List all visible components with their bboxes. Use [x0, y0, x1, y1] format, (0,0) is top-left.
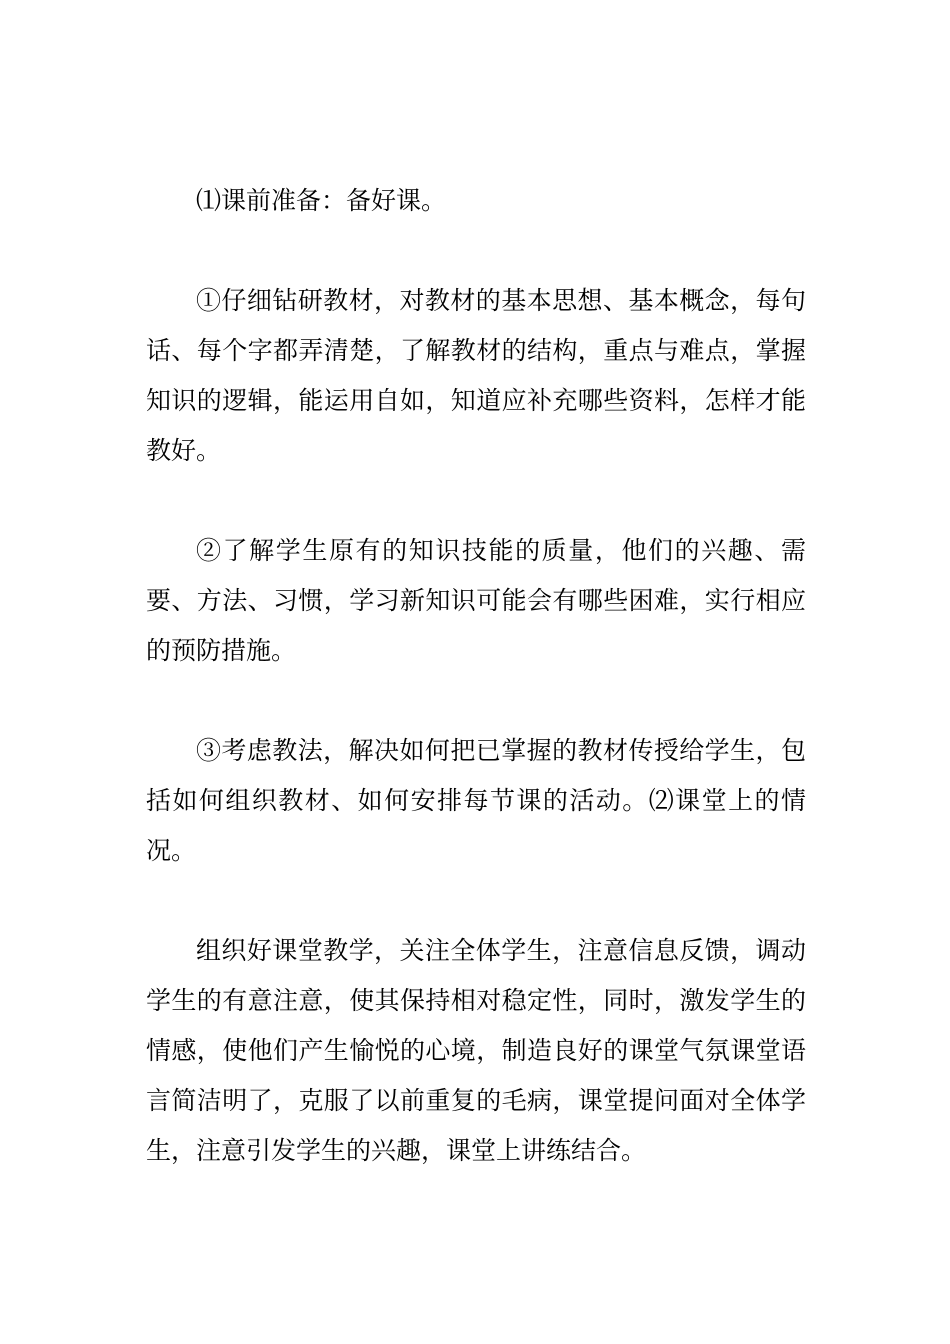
paragraph-classroom-organization: 组织好课堂教学，关注全体学生，注意信息反馈，调动学生的有意注意，使其保持相对稳定性，同时，激发学生的情感，使他们产生愉悦的心境，制造良好的课堂气氛课堂语言简洁明了，克服了以前重复的毛病，课堂提问面对全体学生，注意引发学生的兴趣，课堂上讲练结合。: [146, 936, 806, 1165]
paragraph-study-materials: ①仔细钻研教材，对教材的基本思想、基本概念，每句话、每个字都弄清楚，了解教材的结构，重点与难点，掌握知识的逻辑，能运用自如，知道应补充哪些资料，怎样才能教好。: [146, 286, 806, 465]
document-body: [146, 176, 806, 1176]
paragraph-teaching-methods: ③考虑教法，解决如何把已掌握的教材传授给学生，包括如何组织教材、如何安排每节课的活动。⑵课堂上的情况。: [146, 736, 806, 865]
paragraph-understand-students: ②了解学生原有的知识技能的质量，他们的兴趣、需要、方法、习惯，学习新知识可能会有哪些困难，实行相应的预防措施。: [146, 536, 806, 665]
paragraph-lesson-preparation: ⑴课前准备：备好课。: [196, 186, 447, 215]
